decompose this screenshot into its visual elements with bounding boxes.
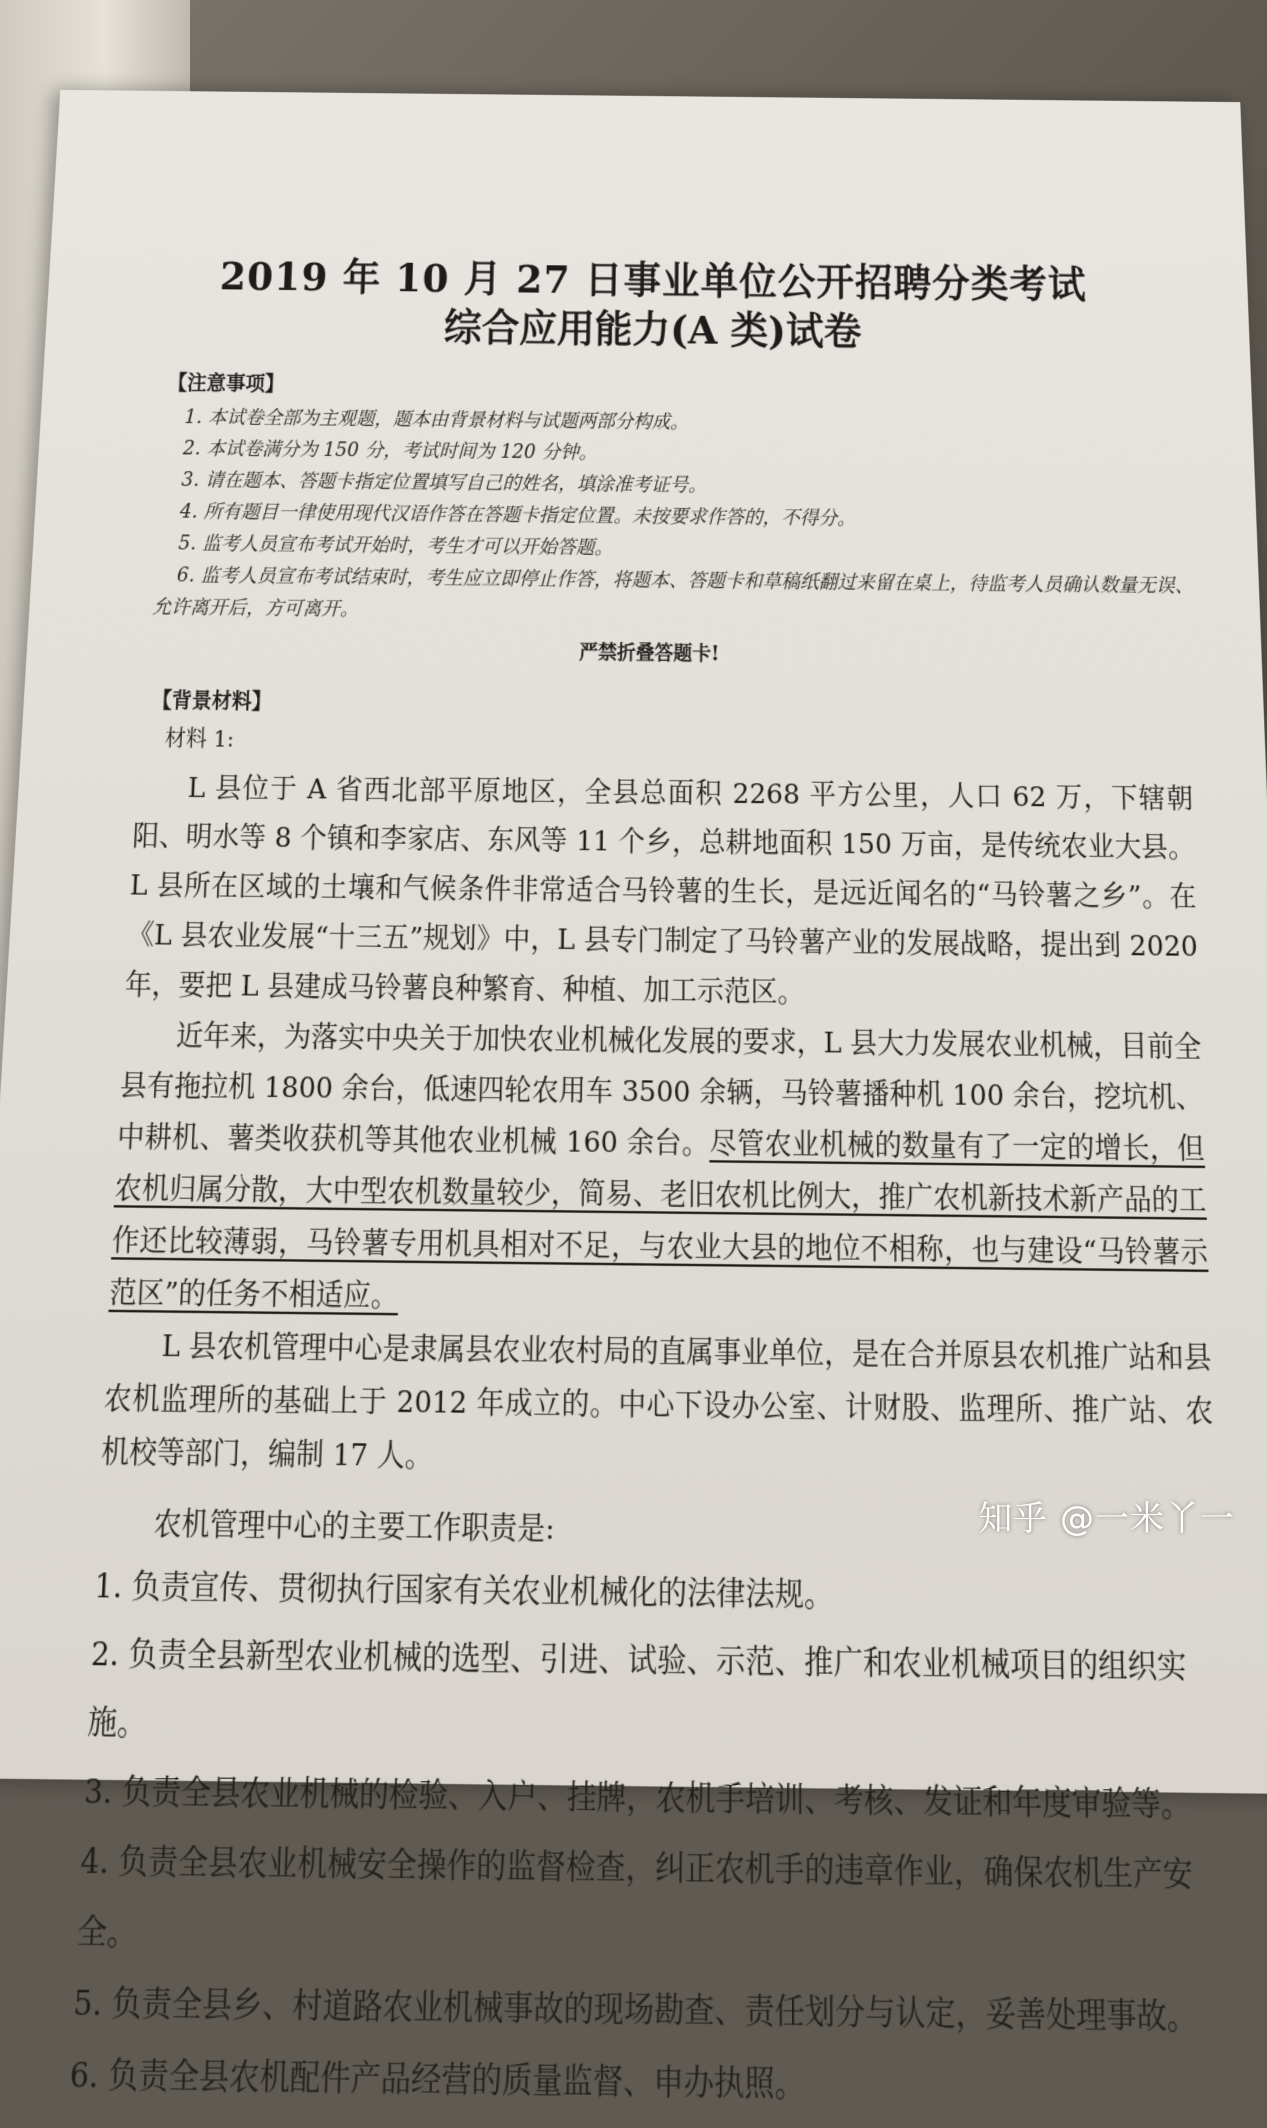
material-paragraph-2 — [108, 1010, 1210, 1332]
notice-item-3: 3. 请在题本、答题卡指定位置填写自己的姓名，填涂准考证号。 — [180, 469, 707, 497]
material-paragraph-3: L 县农机管理中心是隶属县农业农村局的直属事业单位，是在合并原县农机推广站和县农机监理所的基础上于 2012 年成立的。中心下设办公室、计财股、监理所、推广站、农机校等部门，编制 17 人。 — [100, 1328, 1214, 1474]
notice-item-2: 2. 本试卷满分为 150 分，考试时间为 120 分钟。 — [182, 437, 598, 464]
exam-title: 2019 年 10 月 27 日事业单位公开招聘分类考试 — [219, 253, 1088, 308]
zhihu-watermark: 知乎 @一米丫一 — [978, 1499, 1235, 1539]
underlined-passage: 尽管农业机械的数量有了一定的增长，但农机归属分散，大中型农机数量较少，简易、老旧农机比例大，推广农机新技术新产品的工作还比较薄弱，马铃薯专用机具相对不足，与农业大县的地位不相称，也与建设“马铃薯示范区”的任务不相适应。 — [108, 1126, 1209, 1313]
strict-warning: 严禁折叠答题卡! — [579, 641, 720, 666]
paragraph-2-text: 近年来，为落实中央关于加快农业机械化发展的要求，L 县大力发展农业机械，目前全县有拖拉机 1800 余台，低速四轮农用车 3500 余辆，马铃薯播种机 100 余台，挖坑机、中耕机、薯类收获机等其他农业机械 160 余台。 — [116, 1018, 1204, 1161]
notice-item-1: 1. 本试卷全部为主观题，题本由背景材料与试题两部分构成。 — [183, 406, 689, 434]
notice-item-6: 6. 监考人员宣布考试结束时，考生应立即停止作答，将题本、答题卡和草稿纸翻过来留在桌上，待监考人员确认数量无误、允许离开后，方可离开。 — [151, 564, 1194, 621]
duty-item-3: 3. 负责全县农业机械的检验、入户、挂牌，农机手培训、考核、发证和年度审验等。 — [83, 1773, 1192, 1826]
duty-item-6: 6. 负责全县农机配件产品经营的质量监督、申办执照。 — [68, 2056, 806, 2106]
duty-item-1: 1. 负责宣传、贯彻执行国家有关农业机械化的法律法规。 — [93, 1568, 834, 1615]
duty-item-5: 5. 负责全县乡、村道路农业机械事故的现场勘查、责任划分与认定，妥善处理事故。 — [72, 1984, 1198, 2038]
notice-item-4: 4. 所有题目一律使用现代汉语作答在答题卡指定位置。未按要求作答的，不得分。 — [179, 500, 856, 531]
notice-item-5: 5. 监考人员宣布考试开始时，考生才可以开始答题。 — [177, 532, 614, 560]
duty-item-2: 2. 负责全县新型农业机械的选型、引进、试验、示范、推广和农业机械项目的组织实施。 — [86, 1636, 1188, 1744]
material-label: 材料 1: — [164, 725, 235, 753]
exam-subtitle: 综合应用能力(A 类)试卷 — [443, 304, 862, 355]
material-paragraph-1: L 县位于 A 省西北部平原地区，全县总面积 2268 平方公里，人口 62 万，下辖朝阳、明水等 8 个镇和李家店、东风等 11 个乡，总耕地面积 150 万亩，是传统农业大县。L 县所在区域的土壤和气候条件非常适合马铃薯的生长，是远近闻名的“马铃薯之乡”。在《L 县农业发展“十三五”规划》中，L 县专门制定了马铃薯产业的发展战略，提出到 2020 年，要把 L 县建成马铃薯良种繁育、种植、加工示范区。 — [124, 771, 1199, 1009]
duties-heading: 农机管理中心的主要工作职责是: — [152, 1505, 555, 1547]
notice-heading: 【注意事项】 — [167, 371, 285, 396]
duty-item-4: 4. 负责全县农业机械安全操作的监督检查，纠正农机手的违章作业，确保农机生产安全。 — [75, 1842, 1194, 1954]
background-heading: 【背景材料】 — [151, 688, 273, 715]
